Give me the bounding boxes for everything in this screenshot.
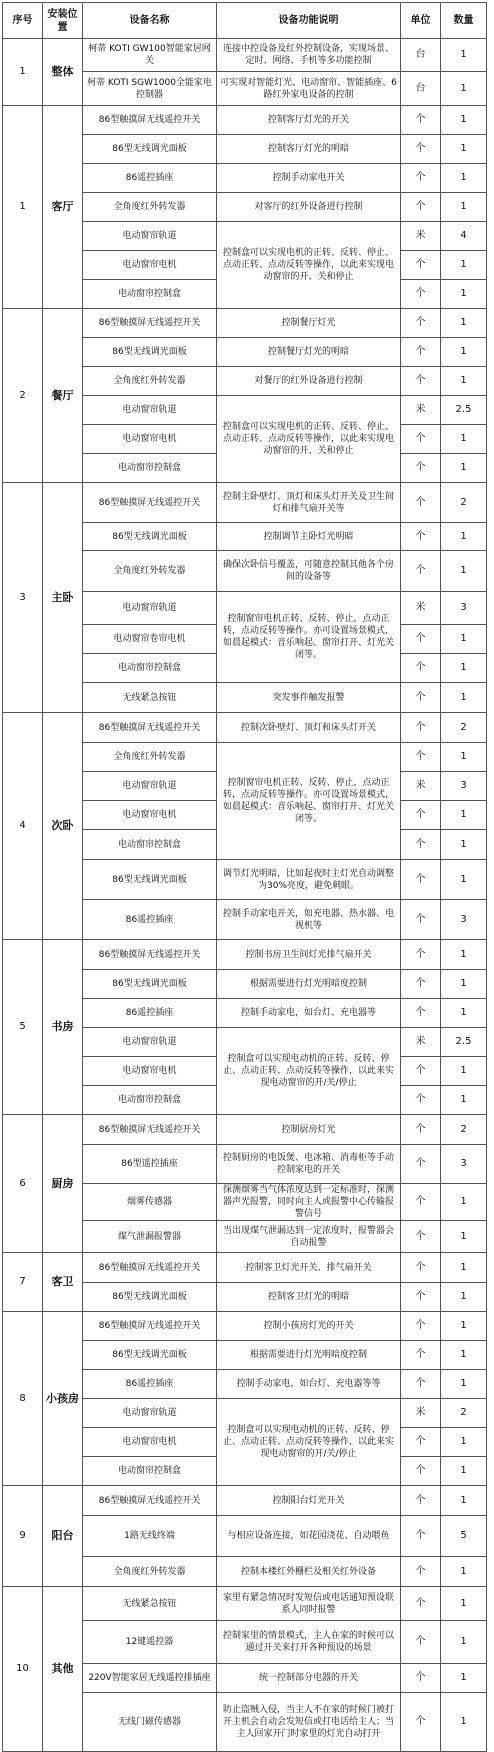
location-cell: 次卧	[43, 713, 83, 940]
seq-cell: 7	[3, 1253, 43, 1312]
function-cell: 控制餐厅灯光	[217, 309, 401, 338]
unit-cell: 个	[401, 860, 441, 900]
device-name-cell: 86型无线调光面板	[83, 860, 217, 900]
qty-cell: 1	[441, 1086, 487, 1115]
unit-cell: 个	[401, 1057, 441, 1086]
qty-cell: 1	[441, 1057, 487, 1086]
unit-cell: 个	[401, 1664, 441, 1693]
function-cell: 调节灯光明暗，比如起夜时主灯光自动调整为30%亮度，避免刺眼。	[217, 860, 401, 900]
header-seq: 序号	[3, 3, 43, 39]
function-cell: 探测烟雾当气体浓度达到一定标准时，探测器声光报警，同时向主人或报警中心传输报警信号	[217, 1184, 401, 1221]
qty-cell: 1	[441, 683, 487, 713]
device-name-cell: 电动窗帘卷帘电机	[83, 625, 217, 654]
location-cell: 厨房	[43, 1115, 83, 1253]
qty-cell: 1	[441, 338, 487, 367]
location-cell: 其他	[43, 1587, 83, 1752]
device-name-cell: 86型无线调光面板	[83, 135, 217, 164]
qty-cell: 1	[441, 309, 487, 338]
device-name-cell: 86型无线调光面板	[83, 1283, 217, 1312]
qty-cell: 1	[441, 454, 487, 483]
unit-cell: 个	[401, 1457, 441, 1486]
unit-cell: 个	[401, 551, 441, 592]
device-name-cell: 86型触摸屏无线遥控开关	[83, 940, 217, 970]
device-name-cell: 1路无线终端	[83, 1516, 217, 1557]
unit-cell: 个	[401, 900, 441, 940]
function-cell: 连接中控设备及红外控制设备，实现场景、定时、网络、手机等多功能控制	[217, 39, 401, 72]
qty-cell: 1	[441, 280, 487, 309]
device-name-cell: 电动窗帘控制盒	[83, 654, 217, 683]
device-name-cell: 电动窗帘控制盒	[83, 1457, 217, 1486]
unit-cell: 台	[401, 39, 441, 72]
unit-cell: 个	[401, 454, 441, 483]
device-name-cell: 电动窗帘轨道	[83, 772, 217, 801]
unit-cell: 个	[401, 1115, 441, 1145]
qty-cell: 1	[441, 251, 487, 280]
qty-cell: 3	[441, 900, 487, 940]
unit-cell: 个	[401, 1516, 441, 1557]
seq-cell: 10	[3, 1587, 43, 1752]
function-cell: 控制盒可以实现电机的正转、反转、停止、点动正转、点动反转等操作，以此来实现电动窗帘的开、关和停止	[217, 222, 401, 309]
unit-cell: 个	[401, 1312, 441, 1341]
unit-cell: 个	[401, 425, 441, 454]
qty-cell: 1	[441, 39, 487, 72]
unit-cell: 个	[401, 106, 441, 135]
table-row	[3, 483, 487, 523]
unit-cell: 个	[401, 1283, 441, 1312]
function-cell: 控制餐厅灯光的明暗	[217, 338, 401, 367]
device-name-cell: 220V智能家居无线遥控排插座	[83, 1664, 217, 1693]
qty-cell: 1	[441, 193, 487, 222]
seq-cell: 8	[3, 1312, 43, 1486]
unit-cell: 个	[401, 830, 441, 860]
device-name-cell: 电动窗帘轨道	[83, 592, 217, 625]
device-name-cell: 86型无线调光面板	[83, 1341, 217, 1370]
seq-cell: 1	[3, 106, 43, 309]
unit-cell: 个	[401, 1428, 441, 1457]
qty-cell: 2.5	[441, 1028, 487, 1057]
unit-cell: 个	[401, 1557, 441, 1587]
unit-cell: 个	[401, 523, 441, 551]
function-cell: 控制客厅灯光的开关	[217, 106, 401, 135]
function-cell: 控制小孩房灯光的开关	[217, 1312, 401, 1341]
qty-cell: 1	[441, 1428, 487, 1457]
function-cell: 确保次卧信号覆盖，可随意控制其他各个房间的设备等	[217, 551, 401, 592]
device-name-cell: 86遥控插座	[83, 164, 217, 193]
qty-cell: 2	[441, 1399, 487, 1428]
device-name-cell: 无线门磁传感器	[83, 1693, 217, 1752]
location-cell: 阳台	[43, 1486, 83, 1587]
header-location: 安装位置	[43, 3, 83, 39]
device-name-cell: 电动窗帘轨道	[83, 1028, 217, 1057]
qty-cell: 1	[441, 1283, 487, 1312]
device-name-cell: 电动窗帘控制盒	[83, 454, 217, 483]
unit-cell: 个	[401, 713, 441, 743]
qty-cell: 2.5	[441, 396, 487, 425]
unit-cell: 个	[401, 1086, 441, 1115]
table-row	[3, 1115, 487, 1145]
header-row	[3, 3, 487, 39]
unit-cell: 米	[401, 1028, 441, 1057]
unit-cell: 个	[401, 193, 441, 222]
function-cell: 统一控制部分电器的开关	[217, 1664, 401, 1693]
qty-cell: 1	[441, 1486, 487, 1516]
unit-cell: 个	[401, 1621, 441, 1664]
qty-cell: 1	[441, 164, 487, 193]
device-name-cell: 全角度红外转发器	[83, 367, 217, 396]
device-name-cell: 86型触摸屏无线遥控开关	[83, 483, 217, 523]
device-name-cell: 电动窗帘控制盒	[83, 830, 217, 860]
unit-cell: 个	[401, 367, 441, 396]
unit-cell: 个	[401, 801, 441, 830]
qty-cell: 1	[441, 425, 487, 454]
qty-cell: 1	[441, 1457, 487, 1486]
qty-cell: 1	[441, 1221, 487, 1253]
table-row	[3, 1486, 487, 1516]
device-name-cell: 86型遥控插座	[83, 1145, 217, 1184]
function-cell: 控制次卧壁灯、顶灯和床头灯开关	[217, 713, 401, 743]
function-cell: 控制手动家电，如台灯、充电器等	[217, 999, 401, 1028]
device-name-cell: 86型触摸屏无线遥控开关	[83, 1486, 217, 1516]
location-cell: 小孩房	[43, 1312, 83, 1486]
seq-cell: 9	[3, 1486, 43, 1587]
qty-cell: 1	[441, 1557, 487, 1587]
function-cell: 控制手动家电开关	[217, 164, 401, 193]
function-cell: 对客厅的红外设备进行控制	[217, 193, 401, 222]
qty-cell: 4	[441, 222, 487, 251]
device-name-cell: 柯蒂 KOTI SGW1000全能家电控制器	[83, 72, 217, 106]
unit-cell: 米	[401, 396, 441, 425]
qty-cell: 1	[441, 1693, 487, 1752]
qty-cell: 1	[441, 1621, 487, 1664]
qty-cell: 2	[441, 713, 487, 743]
unit-cell: 个	[401, 1370, 441, 1399]
qty-cell: 1	[441, 940, 487, 970]
qty-cell: 1	[441, 1664, 487, 1693]
location-cell: 客厅	[43, 106, 83, 309]
function-cell: 可实现对智能灯光、电动窗帘、智能插座、6路红外家电设备的控制	[217, 72, 401, 106]
unit-cell: 个	[401, 1341, 441, 1370]
function-cell: 与相应设备连接，如花园浇花、自动喂鱼	[217, 1516, 401, 1557]
device-name-cell: 86型无线调光面板	[83, 970, 217, 999]
unit-cell: 个	[401, 1184, 441, 1221]
device-name-cell: 电动窗帘电机	[83, 1428, 217, 1457]
table-row	[3, 940, 487, 970]
function-cell: 根据需要进行灯光明暗度控制	[217, 1341, 401, 1370]
seq-cell: 6	[3, 1115, 43, 1253]
qty-cell: 1	[441, 1253, 487, 1283]
device-name-cell: 86遥控插座	[83, 999, 217, 1028]
unit-cell: 个	[401, 338, 441, 367]
device-name-cell: 烟雾传感器	[83, 1184, 217, 1221]
unit-cell: 个	[401, 1486, 441, 1516]
qty-cell: 1	[441, 523, 487, 551]
qty-cell: 2	[441, 483, 487, 523]
qty-cell: 1	[441, 801, 487, 830]
qty-cell: 1	[441, 1341, 487, 1370]
unit-cell: 个	[401, 1145, 441, 1184]
unit-cell: 个	[401, 970, 441, 999]
device-name-cell: 电动窗帘控制盒	[83, 280, 217, 309]
function-cell: 控制客厅灯光的明暗	[217, 135, 401, 164]
qty-cell: 3	[441, 772, 487, 801]
function-cell: 控制家里的情景模式，主人在家的时候可以通过开关来打开各种预设的场景	[217, 1621, 401, 1664]
device-name-cell: 全角度红外转发器	[83, 193, 217, 222]
qty-cell: 1	[441, 551, 487, 592]
device-name-cell: 86型触摸屏无线遥控开关	[83, 713, 217, 743]
header-qty: 数量	[441, 3, 487, 39]
device-name-cell: 86型触摸屏无线遥控开关	[83, 106, 217, 135]
function-cell: 控制调节主卧灯光明暗	[217, 523, 401, 551]
function-cell: 防止盗贼入侵，当主人不在家的时候门被打开主机会自动会发短信或打电话给主人；当主人回家开门时家里的灯光自动打开	[217, 1693, 401, 1752]
unit-cell: 个	[401, 940, 441, 970]
qty-cell: 1	[441, 860, 487, 900]
qty-cell: 1	[441, 654, 487, 683]
unit-cell: 个	[401, 683, 441, 713]
seq-cell: 2	[3, 309, 43, 483]
device-name-cell: 电动窗帘电机	[83, 425, 217, 454]
unit-cell: 个	[401, 280, 441, 309]
device-name-cell: 12键遥控器	[83, 1621, 217, 1664]
seq-cell: 4	[3, 713, 43, 940]
function-cell: 控制本楼红外栅栏及相关红外设备	[217, 1557, 401, 1587]
qty-cell: 1	[441, 1312, 487, 1341]
function-cell: 控制窗帘电机正转、反转、停止，点动正转，点动反转等操作。亦可设置场景模式，如晨起模式：音乐响起、窗帘打开、灯光关闭等。	[217, 743, 401, 860]
device-name-cell: 86型触摸屏无线遥控开关	[83, 1253, 217, 1283]
qty-cell: 1	[441, 135, 487, 164]
function-cell: 控制盒可以实现电机的正转、反转、停止、点动正转、点动反转等操作，以此来实现电动窗帘的开、关和停止	[217, 396, 401, 483]
seq-cell: 3	[3, 483, 43, 713]
device-name-cell: 86型触摸屏无线遥控开关	[83, 1312, 217, 1341]
table-row	[3, 713, 487, 743]
qty-cell: 2	[441, 1115, 487, 1145]
function-cell: 控制手动家电开关，如充电器、热水器、电视机等	[217, 900, 401, 940]
unit-cell: 个	[401, 999, 441, 1028]
function-cell: 突发事件触发报警	[217, 683, 401, 713]
qty-cell: 1	[441, 1370, 487, 1399]
unit-cell: 个	[401, 309, 441, 338]
table-row	[3, 39, 487, 72]
header-device: 设备名称	[83, 3, 217, 39]
seq-cell: 5	[3, 940, 43, 1115]
device-name-cell: 86型触摸屏无线遥控开关	[83, 309, 217, 338]
function-cell: 当出现煤气泄漏达到一定浓度时，报警器会自动报警	[217, 1221, 401, 1253]
location-cell: 整体	[43, 39, 83, 106]
unit-cell: 个	[401, 1587, 441, 1621]
device-name-cell: 无线紧急按钮	[83, 1587, 217, 1621]
function-cell: 对餐厅的红外设备进行控制	[217, 367, 401, 396]
table-row	[3, 1587, 487, 1621]
qty-cell: 1	[441, 72, 487, 106]
qty-cell: 1	[441, 106, 487, 135]
unit-cell: 个	[401, 1221, 441, 1253]
device-name-cell: 86型无线调光面板	[83, 523, 217, 551]
location-cell: 客卫	[43, 1253, 83, 1312]
function-cell: 控制书房卫生间灯光排气扇开关	[217, 940, 401, 970]
table-row	[3, 1253, 487, 1283]
unit-cell: 个	[401, 1693, 441, 1752]
unit-cell: 个	[401, 625, 441, 654]
device-name-cell: 柯蒂 KOTI GW100智能家居网关	[83, 39, 217, 72]
function-cell: 控制手动家电，如台灯、充电器等等	[217, 1370, 401, 1399]
unit-cell: 米	[401, 772, 441, 801]
device-name-cell: 无线紧急按钮	[83, 683, 217, 713]
function-cell: 控制盒可以实现电动机的正转、反转、停止、点动正转、点动反转等操作，以此来实现电动窗帘的开/关/停止	[217, 1399, 401, 1486]
function-cell: 控制窗帘电机正转、反转、停止，点动正转，点动反转等操作。亦可设置场景模式，如晨起模式：音乐响起、窗帘打开、灯光关闭等。	[217, 592, 401, 683]
device-name-cell: 电动窗帘电机	[83, 801, 217, 830]
qty-cell: 1	[441, 999, 487, 1028]
qty-cell: 1	[441, 367, 487, 396]
table-row	[3, 1312, 487, 1341]
qty-cell: 3	[441, 592, 487, 625]
device-name-cell: 电动窗帘电机	[83, 1057, 217, 1086]
unit-cell: 个	[401, 164, 441, 193]
unit-cell: 台	[401, 72, 441, 106]
device-name-cell: 86型触摸屏无线遥控开关	[83, 1115, 217, 1145]
device-name-cell: 电动窗帘轨道	[83, 222, 217, 251]
unit-cell: 个	[401, 743, 441, 772]
device-name-cell: 全角度红外转发器	[83, 551, 217, 592]
device-name-cell: 86遥控插座	[83, 900, 217, 940]
device-name-cell: 全角度红外转发器	[83, 1557, 217, 1587]
seq-cell: 1	[3, 39, 43, 106]
unit-cell: 米	[401, 1399, 441, 1428]
table-row	[3, 309, 487, 338]
qty-cell: 5	[441, 1516, 487, 1557]
unit-cell: 个	[401, 1253, 441, 1283]
device-name-cell: 电动窗帘控制盒	[83, 1086, 217, 1115]
device-name-cell: 煤气泄漏报警器	[83, 1221, 217, 1253]
function-cell: 控制客卫灯光开关、排气扇开关	[217, 1253, 401, 1283]
header-unit: 单位	[401, 3, 441, 39]
function-cell: 控制客卫灯光的明暗	[217, 1283, 401, 1312]
function-cell: 控制厨房的电饭煲、电冰箱、消毒柜等手动控制家电的开关	[217, 1145, 401, 1184]
device-name-cell: 电动窗帘电机	[83, 251, 217, 280]
unit-cell: 个	[401, 251, 441, 280]
unit-cell: 米	[401, 222, 441, 251]
unit-cell: 个	[401, 654, 441, 683]
device-name-cell: 电动窗帘轨道	[83, 1399, 217, 1428]
equipment-table	[2, 2, 487, 1752]
function-cell: 控制阳台灯光开关	[217, 1486, 401, 1516]
function-cell: 家里有紧急情况时发短信或电话通知预设联系人同时报警	[217, 1587, 401, 1621]
qty-cell: 1	[441, 743, 487, 772]
location-cell: 餐厅	[43, 309, 83, 483]
qty-cell: 1	[441, 1587, 487, 1621]
device-name-cell: 全角度红外转发器	[83, 743, 217, 772]
unit-cell: 个	[401, 483, 441, 523]
header-function: 设备功能说明	[217, 3, 401, 39]
device-name-cell: 86遥控插座	[83, 1370, 217, 1399]
qty-cell: 1	[441, 830, 487, 860]
unit-cell: 个	[401, 135, 441, 164]
qty-cell: 3	[441, 1145, 487, 1184]
table-row	[3, 106, 487, 135]
function-cell: 控制厨房灯光	[217, 1115, 401, 1145]
function-cell: 根据需要进行灯光明暗度控制	[217, 970, 401, 999]
device-name-cell: 86型无线调光面板	[83, 338, 217, 367]
device-name-cell: 电动窗帘轨道	[83, 396, 217, 425]
location-cell: 书房	[43, 940, 83, 1115]
qty-cell: 1	[441, 1184, 487, 1221]
function-cell: 控制主卧壁灯、顶灯和床头灯开关及卫生间灯和排气扇开关等	[217, 483, 401, 523]
unit-cell: 米	[401, 592, 441, 625]
location-cell: 主卧	[43, 483, 83, 713]
qty-cell: 1	[441, 625, 487, 654]
qty-cell: 1	[441, 970, 487, 999]
function-cell: 控制盒可以实现电动机的正转、反转、停止、点动正转、点动反转等操作，以此来实现电动窗帘的开/关/停止	[217, 1028, 401, 1115]
